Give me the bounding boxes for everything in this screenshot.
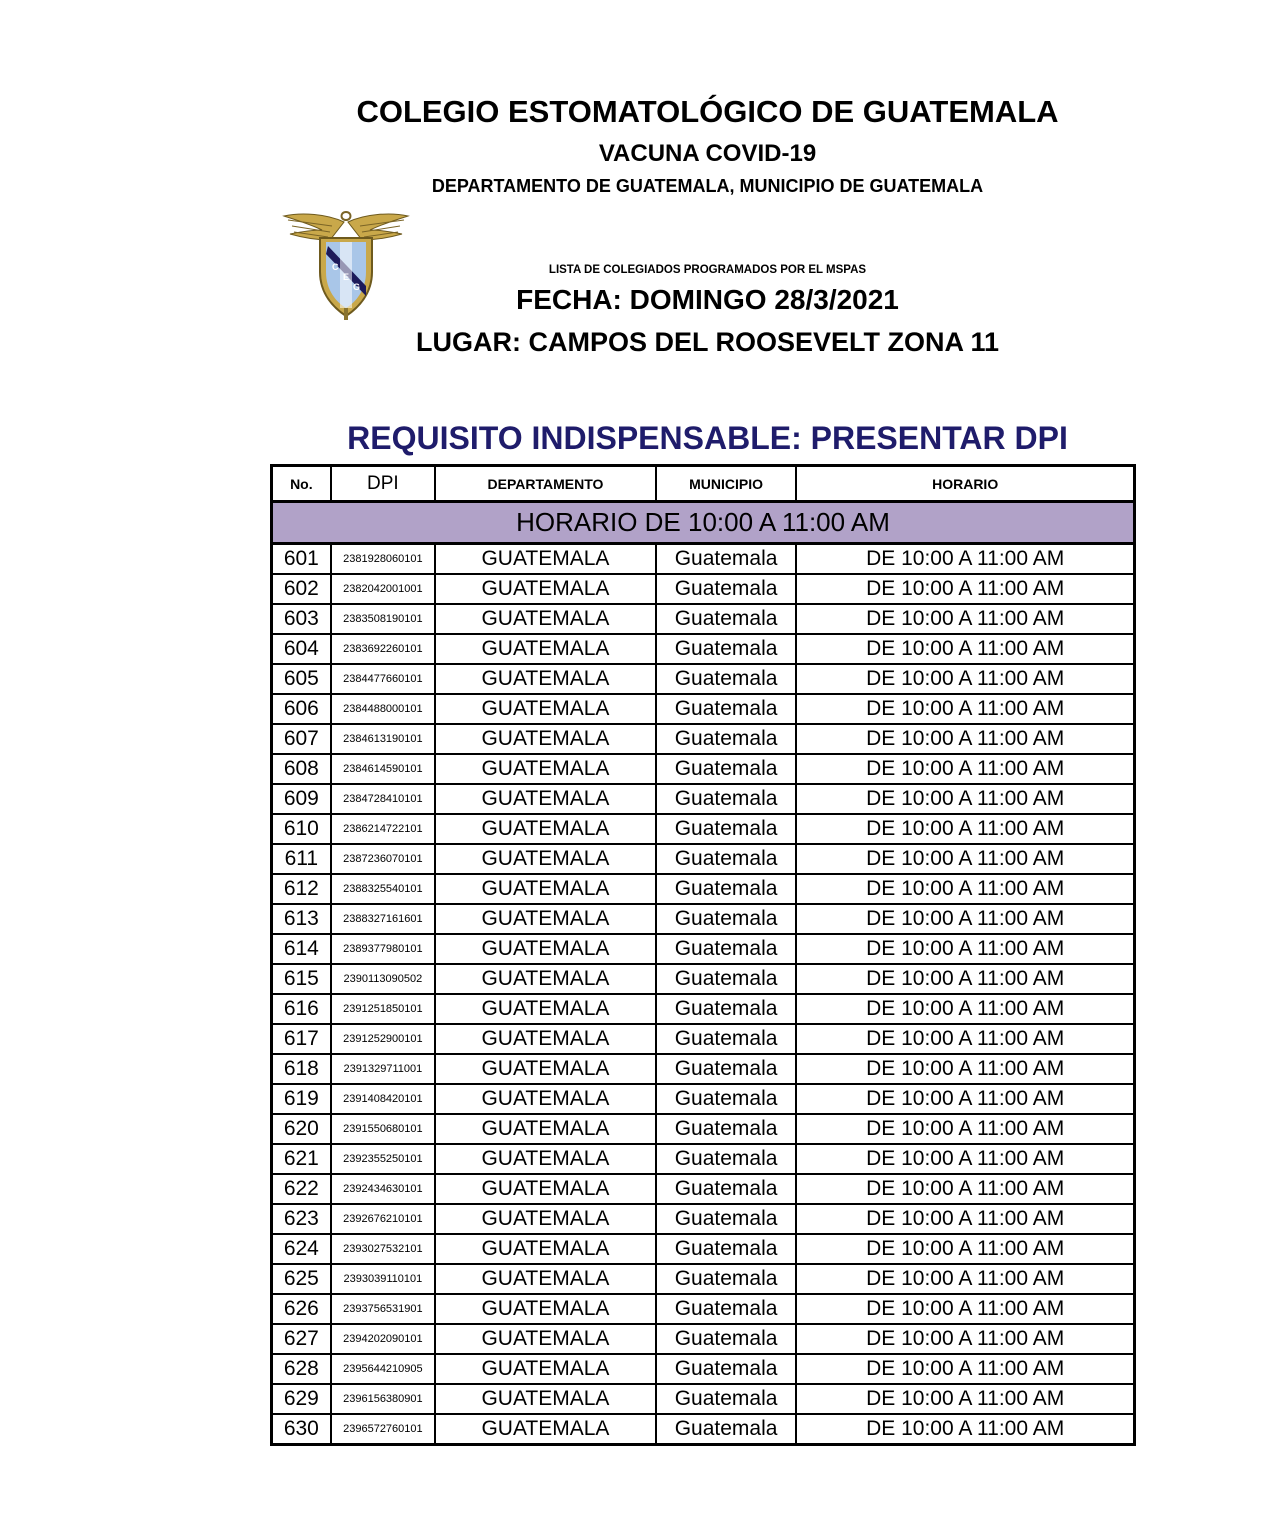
row-number: 614 [272, 934, 331, 964]
row-horario: DE 10:00 A 11:00 AM [796, 544, 1134, 575]
row-horario: DE 10:00 A 11:00 AM [796, 1204, 1134, 1234]
row-dpi: 2392676210101 [331, 1204, 435, 1234]
row-dpi: 2383508190101 [331, 604, 435, 634]
table-row [272, 544, 1135, 575]
row-departamento: GUATEMALA [435, 1264, 656, 1294]
row-departamento: GUATEMALA [435, 1204, 656, 1234]
table-row [272, 1294, 1135, 1324]
row-dpi: 2391550680101 [331, 1114, 435, 1144]
row-departamento: GUATEMALA [435, 1294, 656, 1324]
row-number: 603 [272, 604, 331, 634]
row-dpi: 2382042001001 [331, 574, 435, 604]
row-municipio: Guatemala [656, 1204, 796, 1234]
table-row [272, 1414, 1135, 1445]
row-departamento: GUATEMALA [435, 1414, 656, 1445]
column-header-horario: HORARIO [796, 466, 1134, 502]
row-dpi: 2395644210905 [331, 1354, 435, 1384]
row-horario: DE 10:00 A 11:00 AM [796, 664, 1134, 694]
row-dpi: 2386214722101 [331, 814, 435, 844]
row-departamento: GUATEMALA [435, 1354, 656, 1384]
row-number: 616 [272, 994, 331, 1024]
row-dpi: 2384488000101 [331, 694, 435, 724]
row-municipio: Guatemala [656, 664, 796, 694]
row-municipio: Guatemala [656, 1384, 796, 1414]
row-horario: DE 10:00 A 11:00 AM [796, 964, 1134, 994]
table-row [272, 1144, 1135, 1174]
row-number: 608 [272, 754, 331, 784]
row-horario: DE 10:00 A 11:00 AM [796, 574, 1134, 604]
row-departamento: GUATEMALA [435, 874, 656, 904]
row-horario: DE 10:00 A 11:00 AM [796, 724, 1134, 754]
row-municipio: Guatemala [656, 814, 796, 844]
row-municipio: Guatemala [656, 904, 796, 934]
row-dpi: 2384728410101 [331, 784, 435, 814]
place-line: LUGAR: CAMPOS DEL ROOSEVELT ZONA 11 [415, 327, 1000, 357]
row-departamento: GUATEMALA [435, 1324, 656, 1354]
row-municipio: Guatemala [656, 1084, 796, 1114]
table-row [272, 664, 1135, 694]
row-departamento: GUATEMALA [435, 1144, 656, 1174]
table-row [272, 1084, 1135, 1114]
table-row [272, 1384, 1135, 1414]
row-municipio: Guatemala [656, 874, 796, 904]
row-dpi: 2381928060101 [331, 544, 435, 575]
table-row [272, 634, 1135, 664]
row-municipio: Guatemala [656, 784, 796, 814]
row-number: 613 [272, 904, 331, 934]
document-subtitle: VACUNA COVID-19 [598, 140, 817, 167]
row-horario: DE 10:00 A 11:00 AM [796, 1234, 1134, 1264]
row-number: 609 [272, 784, 331, 814]
row-departamento: GUATEMALA [435, 844, 656, 874]
row-departamento: GUATEMALA [435, 964, 656, 994]
table-row [272, 784, 1135, 814]
row-municipio: Guatemala [656, 1414, 796, 1445]
row-municipio: Guatemala [656, 1114, 796, 1144]
row-number: 602 [272, 574, 331, 604]
row-number: 629 [272, 1384, 331, 1414]
row-dpi: 2391408420101 [331, 1084, 435, 1114]
row-number: 626 [272, 1294, 331, 1324]
row-horario: DE 10:00 A 11:00 AM [796, 1024, 1134, 1054]
table-row [272, 604, 1135, 634]
row-dpi: 2390113090502 [331, 964, 435, 994]
row-municipio: Guatemala [656, 574, 796, 604]
row-municipio: Guatemala [656, 994, 796, 1024]
row-municipio: Guatemala [656, 1354, 796, 1384]
row-horario: DE 10:00 A 11:00 AM [796, 904, 1134, 934]
list-caption: LISTA DE COLEGIADOS PROGRAMADOS POR EL MSPAS [548, 264, 867, 276]
row-municipio: Guatemala [656, 844, 796, 874]
row-horario: DE 10:00 A 11:00 AM [796, 634, 1134, 664]
row-number: 607 [272, 724, 331, 754]
row-municipio: Guatemala [656, 724, 796, 754]
row-dpi: 2392355250101 [331, 1144, 435, 1174]
row-number: 612 [272, 874, 331, 904]
row-number: 611 [272, 844, 331, 874]
row-horario: DE 10:00 A 11:00 AM [796, 694, 1134, 724]
row-number: 619 [272, 1084, 331, 1114]
date-line: FECHA: DOMINGO 28/3/2021 [516, 284, 899, 315]
row-horario: DE 10:00 A 11:00 AM [796, 1384, 1134, 1414]
svg-text:C: C [332, 262, 339, 272]
requirement-notice: REQUISITO INDISPENSABLE: PRESENTAR DPI [347, 420, 1068, 456]
row-horario: DE 10:00 A 11:00 AM [796, 1264, 1134, 1294]
table-row [272, 934, 1135, 964]
row-horario: DE 10:00 A 11:00 AM [796, 994, 1134, 1024]
row-municipio: Guatemala [656, 1024, 796, 1054]
table-row [272, 754, 1135, 784]
row-dpi: 2392434630101 [331, 1174, 435, 1204]
row-municipio: Guatemala [656, 754, 796, 784]
row-dpi: 2384477660101 [331, 664, 435, 694]
row-dpi: 2391252900101 [331, 1024, 435, 1054]
row-number: 628 [272, 1354, 331, 1384]
row-municipio: Guatemala [656, 934, 796, 964]
row-dpi: 2393027532101 [331, 1234, 435, 1264]
row-departamento: GUATEMALA [435, 634, 656, 664]
table-row [272, 1354, 1135, 1384]
table-row [272, 844, 1135, 874]
row-horario: DE 10:00 A 11:00 AM [796, 1114, 1134, 1144]
row-dpi: 2387236070101 [331, 844, 435, 874]
row-horario: DE 10:00 A 11:00 AM [796, 1054, 1134, 1084]
row-number: 610 [272, 814, 331, 844]
table-row [272, 874, 1135, 904]
table-row [272, 1204, 1135, 1234]
table-row [272, 1024, 1135, 1054]
row-dpi: 2388325540101 [331, 874, 435, 904]
row-horario: DE 10:00 A 11:00 AM [796, 1144, 1134, 1174]
row-municipio: Guatemala [656, 694, 796, 724]
schedule-group-row [272, 502, 1135, 544]
row-number: 601 [272, 544, 331, 575]
row-municipio: Guatemala [656, 1234, 796, 1264]
row-dpi: 2383692260101 [331, 634, 435, 664]
row-number: 620 [272, 1114, 331, 1144]
schedule-group-label: HORARIO DE 10:00 A 11:00 AM [272, 502, 1135, 544]
location-line: DEPARTAMENTO DE GUATEMALA, MUNICIPIO DE GUATEMALA [431, 176, 984, 196]
table-row [272, 814, 1135, 844]
row-number: 615 [272, 964, 331, 994]
row-number: 617 [272, 1024, 331, 1054]
row-municipio: Guatemala [656, 1324, 796, 1354]
row-dpi: 2391251850101 [331, 994, 435, 1024]
row-number: 622 [272, 1174, 331, 1204]
row-departamento: GUATEMALA [435, 724, 656, 754]
row-municipio: Guatemala [656, 964, 796, 994]
row-departamento: GUATEMALA [435, 694, 656, 724]
row-municipio: Guatemala [656, 1054, 796, 1084]
column-header-departamento: DEPARTAMENTO [435, 466, 656, 502]
row-dpi: 2391329711001 [331, 1054, 435, 1084]
column-header-dpi: DPI [331, 466, 435, 502]
row-horario: DE 10:00 A 11:00 AM [796, 814, 1134, 844]
row-municipio: Guatemala [656, 604, 796, 634]
vaccination-list-table [270, 464, 1136, 1446]
table-row [272, 1264, 1135, 1294]
row-number: 625 [272, 1264, 331, 1294]
row-departamento: GUATEMALA [435, 1084, 656, 1114]
row-departamento: GUATEMALA [435, 604, 656, 634]
row-number: 621 [272, 1144, 331, 1174]
row-horario: DE 10:00 A 11:00 AM [796, 784, 1134, 814]
row-departamento: GUATEMALA [435, 934, 656, 964]
row-number: 623 [272, 1204, 331, 1234]
row-departamento: GUATEMALA [435, 904, 656, 934]
row-departamento: GUATEMALA [435, 1384, 656, 1414]
row-departamento: GUATEMALA [435, 784, 656, 814]
row-departamento: GUATEMALA [435, 814, 656, 844]
row-dpi: 2389377980101 [331, 934, 435, 964]
row-number: 627 [272, 1324, 331, 1354]
row-horario: DE 10:00 A 11:00 AM [796, 1294, 1134, 1324]
row-dpi: 2393756531901 [331, 1294, 435, 1324]
left-wing-icon [284, 214, 344, 240]
table-row [272, 694, 1135, 724]
row-number: 618 [272, 1054, 331, 1084]
row-departamento: GUATEMALA [435, 1054, 656, 1084]
row-departamento: GUATEMALA [435, 1174, 656, 1204]
row-dpi: 2396572760101 [331, 1414, 435, 1445]
table-row [272, 994, 1135, 1024]
table-row [272, 574, 1135, 604]
table-row [272, 1054, 1135, 1084]
row-departamento: GUATEMALA [435, 754, 656, 784]
table-row [272, 1114, 1135, 1144]
right-wing-icon [348, 214, 408, 240]
row-dpi: 2388327161601 [331, 904, 435, 934]
svg-text:G: G [353, 282, 361, 292]
row-departamento: GUATEMALA [435, 574, 656, 604]
row-dpi: 2384614590101 [331, 754, 435, 784]
row-number: 630 [272, 1414, 331, 1445]
svg-text:E: E [343, 272, 350, 282]
row-municipio: Guatemala [656, 1264, 796, 1294]
table-row [272, 964, 1135, 994]
row-horario: DE 10:00 A 11:00 AM [796, 934, 1134, 964]
row-number: 606 [272, 694, 331, 724]
row-number: 604 [272, 634, 331, 664]
row-dpi: 2396156380901 [331, 1384, 435, 1414]
table-row [272, 1174, 1135, 1204]
row-municipio: Guatemala [656, 544, 796, 575]
row-horario: DE 10:00 A 11:00 AM [796, 1174, 1134, 1204]
row-municipio: Guatemala [656, 1144, 796, 1174]
table-row [272, 1234, 1135, 1264]
row-municipio: Guatemala [656, 634, 796, 664]
row-horario: DE 10:00 A 11:00 AM [796, 1084, 1134, 1114]
table-row [272, 904, 1135, 934]
row-number: 624 [272, 1234, 331, 1264]
row-departamento: GUATEMALA [435, 1234, 656, 1264]
row-number: 605 [272, 664, 331, 694]
row-departamento: GUATEMALA [435, 1024, 656, 1054]
row-departamento: GUATEMALA [435, 544, 656, 575]
row-horario: DE 10:00 A 11:00 AM [796, 844, 1134, 874]
row-dpi: 2394202090101 [331, 1324, 435, 1354]
row-municipio: Guatemala [656, 1294, 796, 1324]
org-title: COLEGIO ESTOMATOLÓGICO DE GUATEMALA [356, 94, 1059, 129]
table-row [272, 724, 1135, 754]
table-row [272, 1324, 1135, 1354]
row-horario: DE 10:00 A 11:00 AM [796, 754, 1134, 784]
row-horario: DE 10:00 A 11:00 AM [796, 874, 1134, 904]
row-horario: DE 10:00 A 11:00 AM [796, 1354, 1134, 1384]
row-municipio: Guatemala [656, 1174, 796, 1204]
table-header-row [272, 466, 1135, 502]
row-departamento: GUATEMALA [435, 1114, 656, 1144]
row-departamento: GUATEMALA [435, 994, 656, 1024]
row-dpi: 2393039110101 [331, 1264, 435, 1294]
column-header-no: No. [272, 466, 331, 502]
row-departamento: GUATEMALA [435, 664, 656, 694]
column-header-municipio: MUNICIPIO [656, 466, 796, 502]
row-horario: DE 10:00 A 11:00 AM [796, 604, 1134, 634]
row-horario: DE 10:00 A 11:00 AM [796, 1414, 1134, 1445]
row-dpi: 2384613190101 [331, 724, 435, 754]
row-horario: DE 10:00 A 11:00 AM [796, 1324, 1134, 1354]
